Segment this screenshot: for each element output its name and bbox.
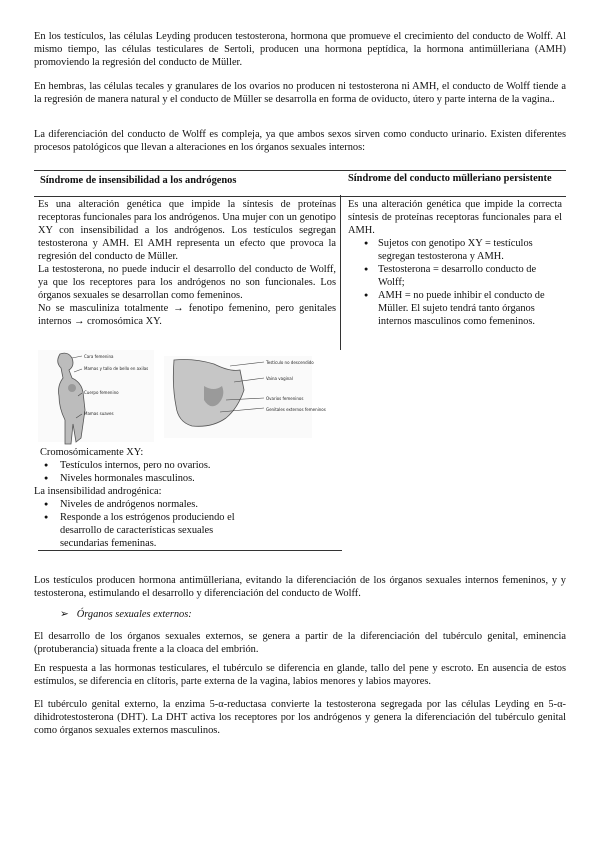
paragraph-text: En hembras, las células tecales y granulares de los ovarios no producen ni testosterona ni AMH, el conducto de Wolff tiende a la regresión de manera natural y el conducto de Müller se desarrolla en forma de oviducto, útero y parte interna de la vagina.. [34,81,566,105]
paragraph-wolff-differentiation [34,128,566,154]
column-divider [340,195,341,350]
list-item: ● AMH = no puede inhibir el conducto de Müller. El sujeto tendrá tanto órganos internos masculinos como femeninos. [348,289,562,328]
right-text-definition: Es una alteración genética que impide la correcta síntesis de proteínas receptoras funcionales para el AMH. [348,199,562,236]
list-item: ● Testículos internos, pero no ovarios. [34,459,340,472]
fig2-label: Vaina vaginal [266,376,293,381]
paragraph-testes [34,30,566,69]
chromosomal-title: Cromosómicamente XY: [40,447,144,458]
fig1-label: Cuerpo femenino [84,390,119,395]
insensitivity-list [34,498,340,550]
paragraph-antimullerian [34,574,566,600]
syndromes-table [34,170,566,554]
paragraph-text: El desarrollo de los órganos sexuales externos, se genera a partir de la diferenciación del tubérculo genital, eminencia (protuberancia) situada frente a la cloaca del embrión. [34,631,566,655]
subheading-external-organs [60,608,192,621]
paragraph-hormone-response [34,662,566,688]
fig2-label: Testículo no descendido [266,360,314,365]
left-column [38,198,336,328]
left-lower-notes [34,446,340,550]
left-text-phenotype: No se masculiniza totalmente → fenotipo femenino, pero genitales internos → cromosómica XY. [38,303,336,327]
insensitivity-title: La insensibilidad androgénica: [34,486,162,497]
illustrations [38,350,336,442]
arrow-bullet-icon: ➢ [60,609,69,620]
pelvis-illustration [164,356,326,438]
fig2-label: Genitales externos femeninos [266,407,326,412]
fig1-label: Cara femenina [84,354,114,359]
paragraph-text: El tubérculo genital externo, la enzima 5-α-reductasa convierte la testosterona segregada por las células Leyding en 5-α-dihidrotestosterona (DHT). La DHT activa los receptores por los andrógenos y genera la diferenciación del tubérculo genital como órganos sexuales externos masculinos. [34,699,566,736]
table-bottom-rule [38,550,342,551]
list-item: ● Niveles de andrógenos normales. [34,498,340,511]
header-androgen-insensitivity: Síndrome de insensibilidad a los andrógenos [40,175,237,186]
paragraph-text: En los testículos, las células Leyding producen testosterona, hormona que promueve el crecimiento del conducto de Wolff. Al mismo tiempo, las células testiculares de Sertoli, producen una hormona peptídica, la hormona antimülleriana (AMH) promoviendo la regresión del conducto de Müller. [34,31,566,68]
list-item: ● Testosterona = desarrollo conducto de Wolff; [348,263,562,289]
list-item: ● Responde a los estrógenos produciendo el desarrollo de características sexuales secundarias femeninas. [34,511,245,550]
table-header [34,170,566,197]
paragraph-genital-tubercle [34,630,566,656]
fig1-label: Mamas y tallo de bello en axilas [84,366,149,371]
paragraph-text: En respuesta a las hormonas testiculares, el tubérculo se diferencia en glande, tallo del pene y escroto. En ausencia de estos estímulos, se diferencia en clítoris, parte externa de la vagina, labios menores y labios mayores. [34,663,566,687]
header-mullerian-syndrome: Síndrome del conducto mülleriano persistente [348,173,552,184]
left-text-testosterone: La testosterona, no puede inducir el desarrollo del conducto de Wolff, ya que los receptores para los andrógenos no son funcionales. Los órganos sexuales se desarrollan como femeninos. [38,264,336,301]
paragraph-dht [34,698,566,737]
fig2-label: Ovarios femeninos [266,396,304,401]
left-text-definition: Es una alteración genética que impide la síntesis de proteínas receptoras funcionales para los andrógenos. Una mujer con un genotipo XY con insensibilidad a los andrógenos. Los testículos segregan testosterona y AMH. El AMH representa un efecto que provoca la regresión del conducto de Müller. [38,199,336,262]
list-item: ● Sujetos con genotipo XY = testículos segregan testosterona y AMH. [348,237,562,263]
paragraph-females [34,80,566,106]
list-item: ● Niveles hormonales masculinos. [34,472,340,485]
female-body-illustration [38,350,154,442]
chromosomal-list [34,459,340,485]
fig1-label: Mamas suaves [84,411,114,416]
right-column [348,198,562,328]
subheading-text: Órganos sexuales externos: [76,609,192,620]
right-list [348,237,562,328]
paragraph-text: La diferenciación del conducto de Wolff es compleja, ya que ambos sexos sirven como conducto urinario. Existen diferentes procesos patológicos que llevan a alteraciones en los órganos sexuales internos: [34,129,566,153]
paragraph-text: Los testículos producen hormona antimülleriana, evitando la diferenciación de los órganos sexuales internos femeninos, y y testosterona, estimulando el desarrollo y diferenciación del conducto de Wolff. [34,575,566,599]
